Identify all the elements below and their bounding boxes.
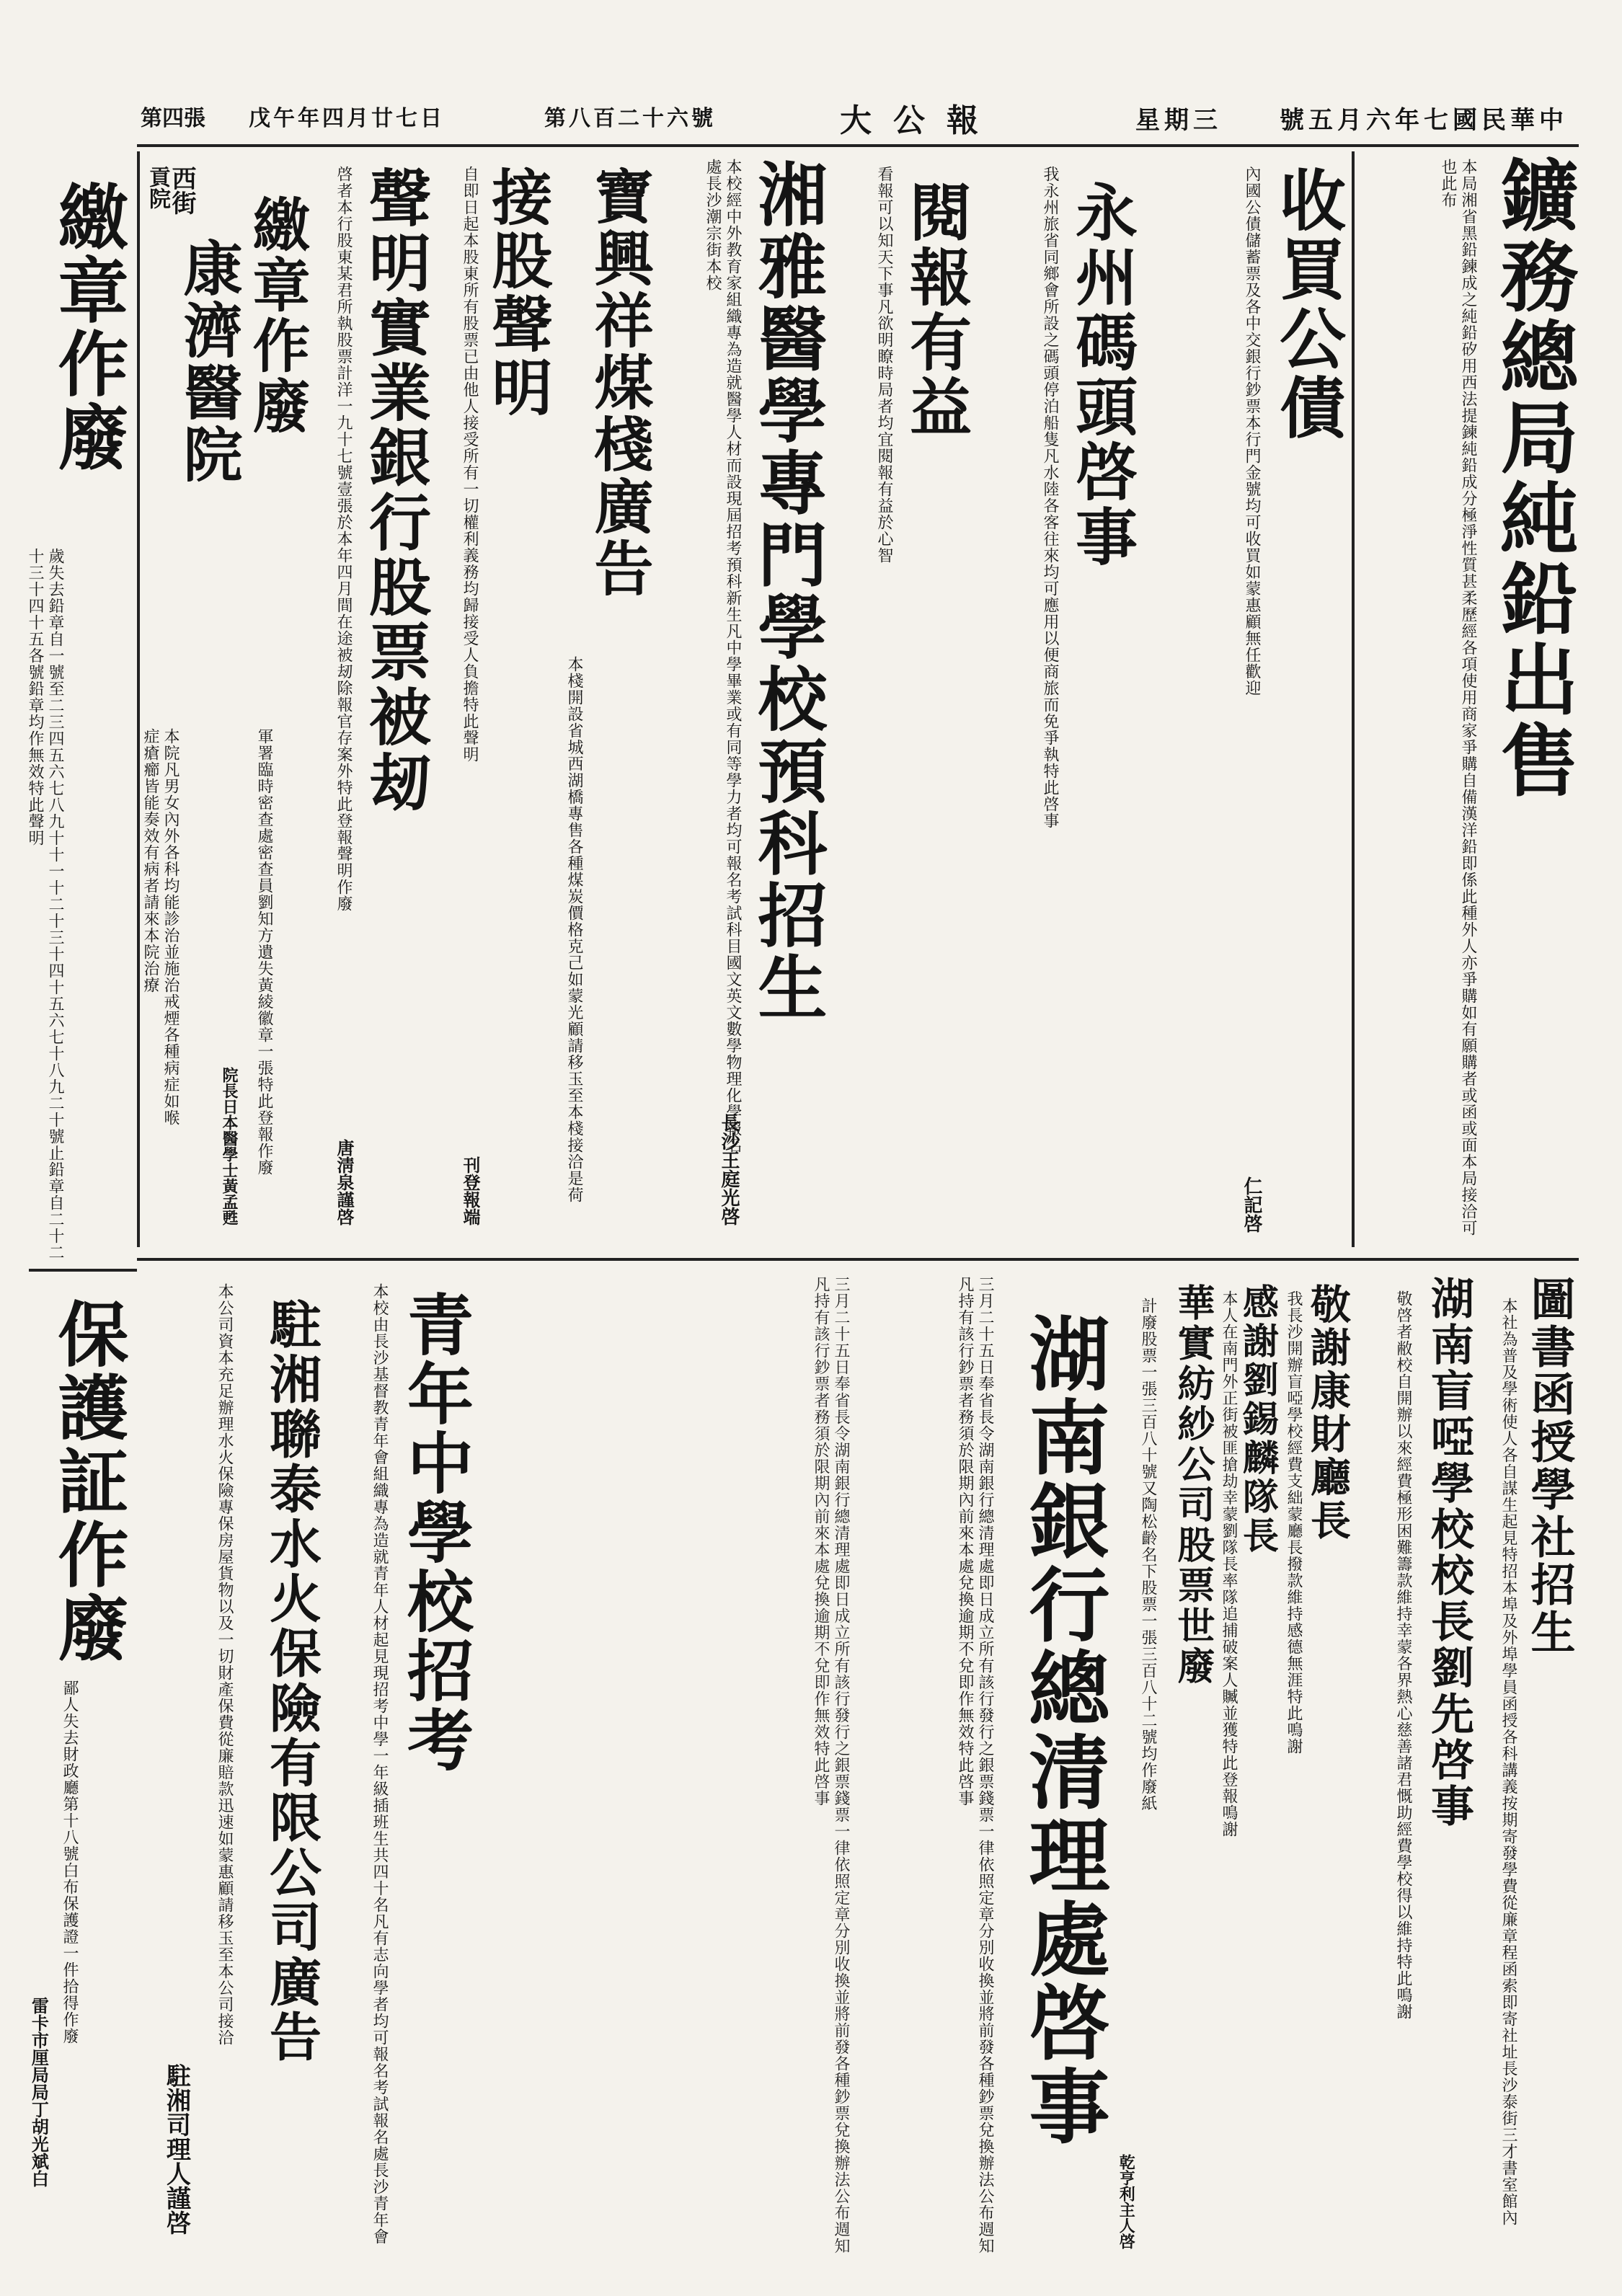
badge-void-headline: 繳章作廢 [243, 195, 311, 437]
mid-rule-left [29, 1269, 137, 1272]
xiangya-body: 本校經中外教育家組織專為造就醫學人材而設現屆招考預科新生凡中學畢業或有同等學力者均可報名考試科目國文英文數學物理化學報名處長沙潮宗街本校 [704, 159, 742, 1153]
insurance-signature: 駐湘司理人謹啓 [161, 2063, 191, 2235]
textile-headline: 華實紡紗公司股票世廢 [1171, 1283, 1215, 1687]
youth-school-headline: 青年中學校招考 [396, 1290, 474, 1775]
kangji-ad [141, 151, 245, 1247]
kangji-headline: 康濟醫院 [174, 238, 243, 486]
market-text-body: 三月二十五日奉省長令湖南銀行總清理處即日成立所有該行發行之銀票錢票一律依照定章分別收換並將前發各種鈔票兌換辦法公布週知凡持有該行鈔票者務須於限期內前來本處兌換逾期不兌即作無效特此啓事 [812, 1276, 850, 2254]
yongzhou-ad [973, 151, 1139, 1247]
certificate-headline: 保護証作廢 [46, 1298, 129, 1665]
bonds-body: 內國公債儲蓄票及各中交銀行鈔票本行門金號均可收買如蒙惠顧無任歡迎 [1243, 166, 1261, 696]
thanks-captain-headline: 感謝劉錫麟隊長 [1237, 1283, 1280, 1556]
baoxing-ad [555, 151, 656, 1247]
bank-shares-body: 啓者本行股東某君所執股票計洋一九十七號壹張於本年四月間在途被刼除報官存案外特此登報聲明作廢 [334, 166, 353, 912]
read-paper-body: 看報可以知天下事凡欲明瞭時局者均宜閱報有益於心智 [875, 166, 893, 564]
badge-void-ad [245, 151, 310, 1247]
badge-void-left-headline: 繳章作廢 [46, 180, 129, 474]
youth-school-ad [324, 1269, 476, 2278]
page-number: 第四張 [141, 106, 205, 131]
bank-liquidation-headline: 湖南銀行總清理處啓事 [1016, 1312, 1110, 2148]
mining-body: 本局湘省黑鉛鍊成之純鉛矽用西法提鍊純鉛成分極淨性質甚柔歷經各項使用商家爭購自備漢洋鉛即係此種外人亦爭購如有願購者或函或面本局接洽可也此布 [1439, 159, 1477, 1236]
kangji-signature: 院長日本醫學士黃孟甦 [220, 1067, 239, 1225]
bank-shares-signature: 唐淸泉謹啓 [334, 1139, 355, 1225]
kangji-side-label: 西街 [167, 166, 196, 215]
hunan-school-body: 敬啓者敝校自開辦以來經費極形困難籌款維持幸蒙各界熱心慈善諸君慨助經費學校得以維持特此鳴謝 [1394, 1290, 1412, 2020]
paper-name: 大公報 [840, 102, 1000, 139]
certificate-body: 鄙人失去財政廳第十八號白布保護證一件拾得作廢 [61, 1680, 79, 2044]
baoxing-body: 本棧開設省城西湖橋專售各種煤炭價格克己如蒙光顧請移玉至本棧接洽是荷 [565, 656, 583, 1203]
bonds-headline: 收買公債 [1269, 166, 1347, 443]
library-body: 本社為普及學術使人各自謀生起見特招本埠及外埠學員函授各科講義按期寄發學費從廉章程函索即寄社址長沙泰街三才書室館內 [1499, 1298, 1517, 2226]
divider [137, 151, 140, 1247]
bank-liquidation-body: 三月二十五日奉省長令湖南銀行總清理處即日成立所有該行發行之銀票錢票一律依照定章分別收換並將前發各種鈔票兌換辦法公布週知凡持有該行鈔票者務須於限期內前來本處兌換逾期不兌即作無效特此啓事 [956, 1276, 994, 2254]
shares-ad [433, 151, 555, 1247]
textile-ad [1117, 1269, 1218, 2278]
hunan-school-ad [1355, 1269, 1478, 2278]
thanks-captain-ad [1218, 1269, 1283, 2278]
issue-number: 第八百二十六號 [544, 106, 716, 131]
textile-body: 計廢股票一張三百八十號又陶松齡名下股票一張三百八十二號均作廢紙 [1139, 1298, 1157, 1812]
lunar-date: 戊午年四月廿七日 [249, 106, 445, 131]
certificate-ad [29, 1276, 137, 2278]
thanks-finance-headline: 敬謝康財廳長 [1304, 1283, 1352, 1543]
youth-school-body: 本校由長沙基督教青年會組織專為造就青年人材起見現招考中學一年級插班生共四十名凡有志向學者均可報名考試報名處長沙青年會 [371, 1283, 389, 2245]
certificate-signature: 雷卡市厘局局丁胡光斌白 [28, 1997, 50, 2187]
read-paper-ad [829, 151, 973, 1247]
bonds-ad [1139, 151, 1348, 1247]
thanks-captain-body: 本人在南門外正街被匪搶劫幸蒙劉隊長率隊追捕破案人贓並獲特此登報鳴謝 [1220, 1290, 1238, 1838]
thanks-finance-body: 我長沙開辦盲啞學校經費支絀蒙廳長撥款維持感德無涯特此鳴謝 [1285, 1290, 1303, 1755]
bank-shares-ad [310, 151, 433, 1247]
bank-shares-headline: 聲明實業銀行股票被刼 [358, 166, 431, 815]
bonds-signature: 仁記啓 [1241, 1176, 1262, 1233]
xiangya-ad [656, 151, 829, 1247]
mid-rule [137, 1258, 1579, 1261]
market-text [476, 1269, 851, 2278]
masthead-date: 中華民國七年六月五號 [1280, 106, 1568, 135]
xiangya-signature: 長沙王庭光啓 [718, 1113, 740, 1225]
mining-headline: 鑛務總局純鉛出售 [1487, 155, 1578, 801]
masthead [141, 90, 1568, 148]
badge-void-body: 軍署臨時密查處密查員劉知方遺失黃綾徽章一張特此登報作廢 [255, 728, 273, 1176]
masthead-rule [137, 144, 1579, 147]
badge-void-left-body: 歲失去鉛章自一號至二三四五六七八九十十一十二十三十四十五六七十八九二十號止鉛章自二十二十三十四十五各號鉛章均作無效特此聲明 [26, 548, 64, 1261]
library-headline: 圖書函授學社招生 [1523, 1276, 1576, 1657]
baoxing-headline: 寶興祥煤棧廣告 [585, 166, 654, 600]
kangji-body: 本院凡男女內外各科均能診治並施治戒煙各種病症如喉症瘡癤皆能奏效有病者請來本院治療 [141, 728, 180, 1126]
kangji-label2: 貢院 [145, 166, 170, 209]
bank-liquidation-ad [851, 1269, 1117, 2278]
textile-signature: 乾亨利主人啓 [1117, 2154, 1136, 2249]
masthead-weekday: 星期三 [1135, 106, 1222, 135]
library-ad [1478, 1269, 1579, 2278]
yongzhou-headline: 永州碼頭啓事 [1065, 180, 1138, 569]
insurance-headline: 駐湘聯泰水火保險有限公司廣告 [261, 1298, 322, 2065]
shares-headline: 接股聲明 [482, 166, 554, 420]
yongzhou-body: 我永州旅省同鄉會所設之碼頭停泊船隻凡水陸各客往來均可應用以便商旅而免爭執特此啓事 [1041, 166, 1059, 829]
badge-void-left-ad [26, 144, 137, 1276]
hunan-school-headline: 湖南盲啞學校校長劉先啓事 [1424, 1276, 1474, 1830]
insurance-body: 本公司資本充足辦理水火保險專保房屋貨物以及一切財產保費從廉賠款迅速如蒙惠顧請移玉至本公司接洽 [216, 1283, 234, 2046]
shares-body: 自即日起本股東所有股票已由他人接受所有一切權利義務均歸接受人負擔特此聲明 [461, 166, 479, 763]
mining-ad [1355, 151, 1579, 1262]
divider [1352, 151, 1355, 1247]
read-paper-headline: 閱報有益 [899, 180, 972, 440]
thanks-finance-ad [1283, 1269, 1355, 2278]
xiangya-headline: 湘雅醫學專門學校預科招生 [747, 159, 828, 1024]
insurance-ad [148, 1269, 324, 2278]
shares-signature: 刊登報端 [460, 1156, 481, 1225]
